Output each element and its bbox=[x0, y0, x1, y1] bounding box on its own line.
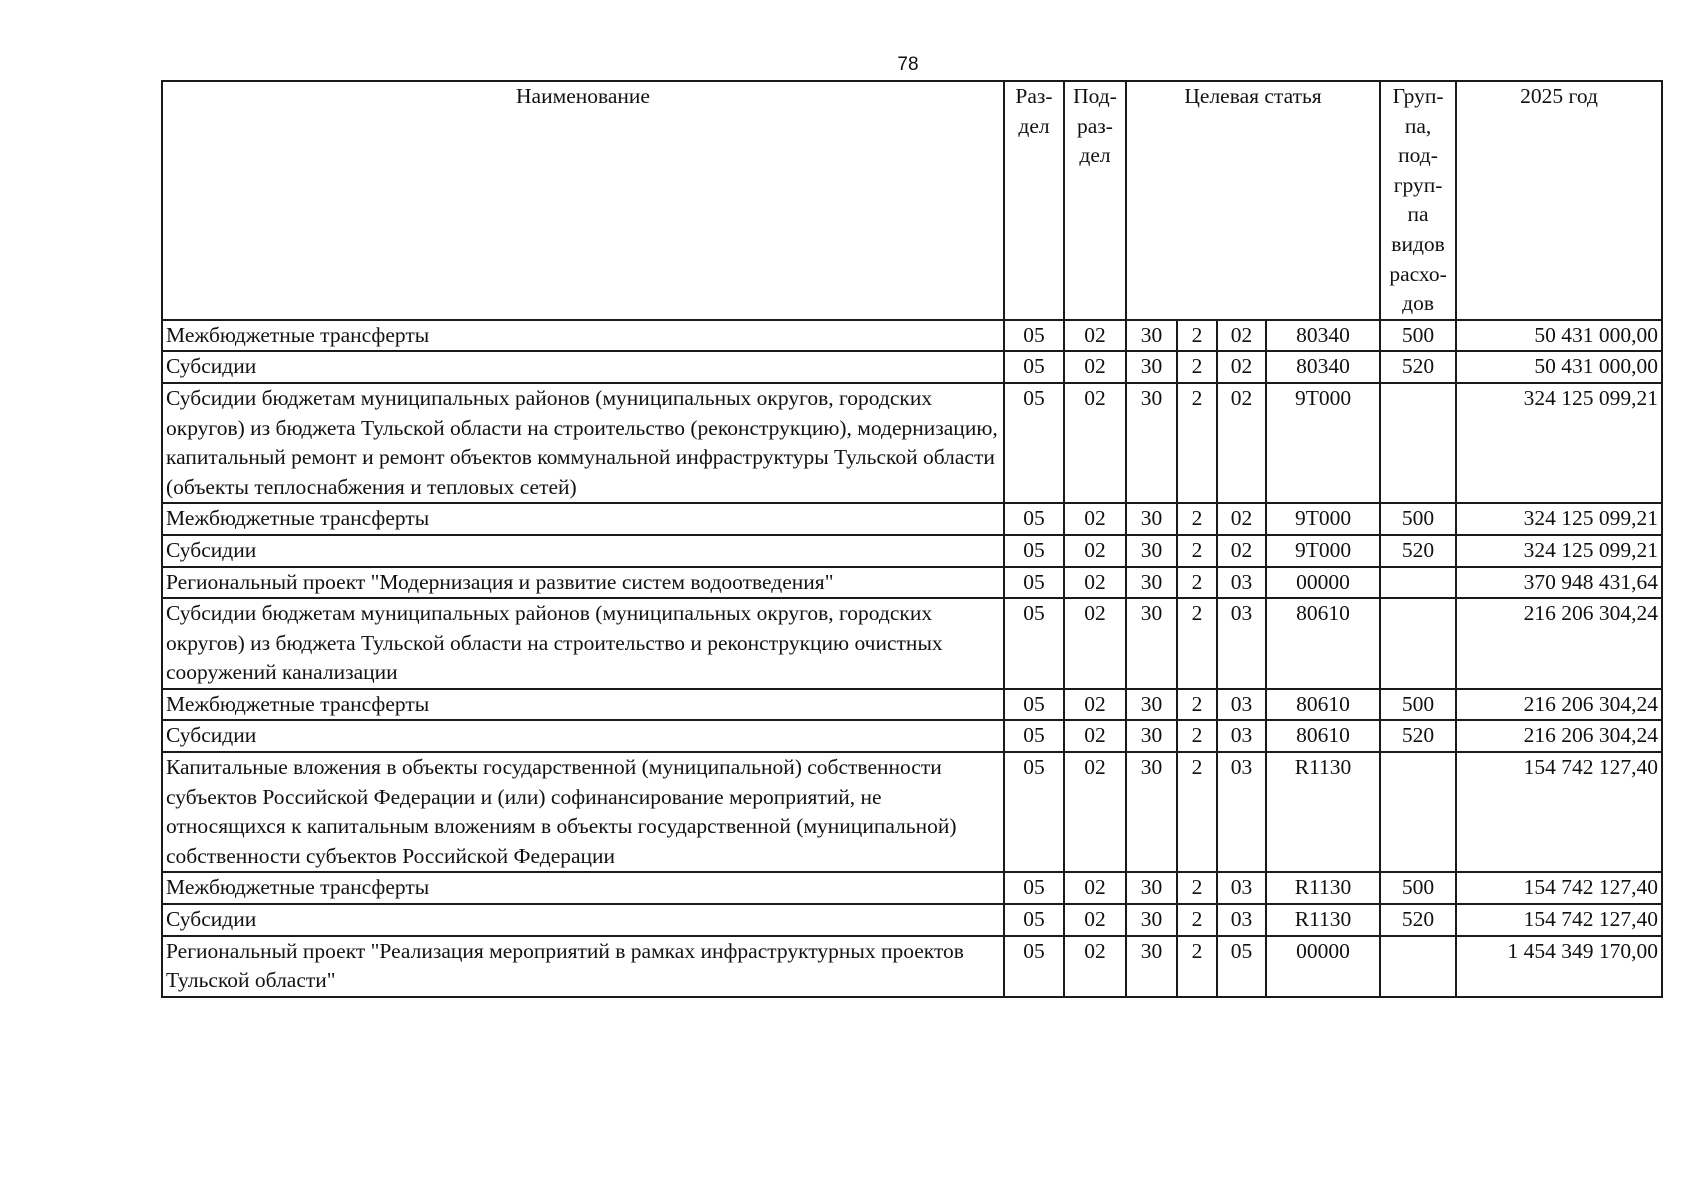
row-target-structure: 03 bbox=[1217, 752, 1266, 872]
table-row bbox=[162, 503, 1662, 535]
row-target-direction: 00000 bbox=[1266, 936, 1380, 997]
table-row bbox=[162, 383, 1662, 503]
table-row bbox=[162, 872, 1662, 904]
row-target-type: 2 bbox=[1177, 320, 1217, 352]
row-target-structure: 03 bbox=[1217, 598, 1266, 689]
row-name: Региональный проект "Реализация мероприятий в рамках инфраструктурных проектов Тульской области" bbox=[162, 936, 1004, 997]
row-expense-group bbox=[1380, 567, 1456, 599]
row-target-type: 2 bbox=[1177, 752, 1217, 872]
row-target-type: 2 bbox=[1177, 598, 1217, 689]
row-section: 05 bbox=[1004, 872, 1064, 904]
row-subsection: 02 bbox=[1064, 872, 1126, 904]
row-section: 05 bbox=[1004, 936, 1064, 997]
table-row bbox=[162, 351, 1662, 383]
row-section: 05 bbox=[1004, 904, 1064, 936]
row-target-direction: 9Т000 bbox=[1266, 383, 1380, 503]
header-target-article: Целевая статья bbox=[1126, 81, 1380, 320]
row-amount: 216 206 304,24 bbox=[1456, 598, 1662, 689]
row-target-direction: 9Т000 bbox=[1266, 503, 1380, 535]
row-target-type: 2 bbox=[1177, 503, 1217, 535]
row-target-program: 30 bbox=[1126, 383, 1177, 503]
row-amount: 154 742 127,40 bbox=[1456, 904, 1662, 936]
row-target-program: 30 bbox=[1126, 689, 1177, 721]
row-target-program: 30 bbox=[1126, 904, 1177, 936]
table-row bbox=[162, 567, 1662, 599]
row-target-type: 2 bbox=[1177, 351, 1217, 383]
row-expense-group bbox=[1380, 752, 1456, 872]
row-name: Субсидии бюджетам муниципальных районов (муниципальных округов, городских округов) из бюджета Тульской области на строительство и реконструкцию очистных сооружений канализации bbox=[162, 598, 1004, 689]
row-target-direction: R1130 bbox=[1266, 904, 1380, 936]
row-expense-group: 500 bbox=[1380, 872, 1456, 904]
row-expense-group bbox=[1380, 383, 1456, 503]
row-target-type: 2 bbox=[1177, 904, 1217, 936]
table-row bbox=[162, 720, 1662, 752]
row-subsection: 02 bbox=[1064, 535, 1126, 567]
row-target-direction: 80340 bbox=[1266, 320, 1380, 352]
row-target-type: 2 bbox=[1177, 567, 1217, 599]
row-target-structure: 02 bbox=[1217, 351, 1266, 383]
row-target-program: 30 bbox=[1126, 567, 1177, 599]
row-section: 05 bbox=[1004, 567, 1064, 599]
row-target-structure: 02 bbox=[1217, 383, 1266, 503]
row-section: 05 bbox=[1004, 720, 1064, 752]
row-target-structure: 03 bbox=[1217, 872, 1266, 904]
row-amount: 50 431 000,00 bbox=[1456, 320, 1662, 352]
table-row bbox=[162, 598, 1662, 689]
row-name: Субсидии bbox=[162, 535, 1004, 567]
row-target-direction: 80610 bbox=[1266, 689, 1380, 721]
row-target-program: 30 bbox=[1126, 320, 1177, 352]
table-body bbox=[162, 320, 1662, 997]
row-target-direction: 80610 bbox=[1266, 720, 1380, 752]
row-expense-group: 520 bbox=[1380, 535, 1456, 567]
row-target-direction: 80610 bbox=[1266, 598, 1380, 689]
row-subsection: 02 bbox=[1064, 503, 1126, 535]
row-subsection: 02 bbox=[1064, 936, 1126, 997]
header-year: 2025 год bbox=[1456, 81, 1662, 320]
row-expense-group: 500 bbox=[1380, 503, 1456, 535]
row-name: Капитальные вложения в объекты государственной (муниципальной) собственности субъектов Российской Федерации и (или) софинансирование мероприятий, не относящихся к капитальным вложениям в объекты государственной (муниципальной) собственности субъектов Российской Федерации bbox=[162, 752, 1004, 872]
header-expense-group: Груп- па, под- груп- па видов расхо- дов bbox=[1380, 81, 1456, 320]
page-number: 78 bbox=[897, 54, 919, 75]
row-amount: 154 742 127,40 bbox=[1456, 752, 1662, 872]
row-target-type: 2 bbox=[1177, 720, 1217, 752]
row-target-program: 30 bbox=[1126, 752, 1177, 872]
row-section: 05 bbox=[1004, 503, 1064, 535]
budget-table bbox=[161, 80, 1663, 998]
header-name: Наименование bbox=[162, 81, 1004, 320]
row-target-direction: R1130 bbox=[1266, 872, 1380, 904]
table-row bbox=[162, 320, 1662, 352]
row-section: 05 bbox=[1004, 535, 1064, 567]
header-section: Раз- дел bbox=[1004, 81, 1064, 320]
row-target-type: 2 bbox=[1177, 689, 1217, 721]
table-header-row bbox=[162, 81, 1662, 320]
row-section: 05 bbox=[1004, 689, 1064, 721]
row-target-program: 30 bbox=[1126, 351, 1177, 383]
row-target-program: 30 bbox=[1126, 720, 1177, 752]
row-target-program: 30 bbox=[1126, 872, 1177, 904]
row-target-direction: 00000 bbox=[1266, 567, 1380, 599]
row-name: Субсидии bbox=[162, 904, 1004, 936]
table-row bbox=[162, 689, 1662, 721]
row-name: Межбюджетные трансферты bbox=[162, 689, 1004, 721]
row-expense-group: 520 bbox=[1380, 351, 1456, 383]
row-name: Субсидии bbox=[162, 351, 1004, 383]
row-amount: 1 454 349 170,00 bbox=[1456, 936, 1662, 997]
row-section: 05 bbox=[1004, 351, 1064, 383]
row-name: Межбюджетные трансферты bbox=[162, 320, 1004, 352]
row-subsection: 02 bbox=[1064, 720, 1126, 752]
row-name: Межбюджетные трансферты bbox=[162, 872, 1004, 904]
row-target-structure: 03 bbox=[1217, 689, 1266, 721]
budget-table-wrapper bbox=[161, 80, 1661, 998]
row-subsection: 02 bbox=[1064, 752, 1126, 872]
row-subsection: 02 bbox=[1064, 351, 1126, 383]
row-target-program: 30 bbox=[1126, 936, 1177, 997]
row-target-structure: 03 bbox=[1217, 904, 1266, 936]
row-target-direction: 80340 bbox=[1266, 351, 1380, 383]
row-name: Субсидии bbox=[162, 720, 1004, 752]
row-target-type: 2 bbox=[1177, 535, 1217, 567]
row-expense-group: 500 bbox=[1380, 689, 1456, 721]
row-target-type: 2 bbox=[1177, 383, 1217, 503]
row-target-program: 30 bbox=[1126, 535, 1177, 567]
row-target-program: 30 bbox=[1126, 598, 1177, 689]
row-target-structure: 02 bbox=[1217, 503, 1266, 535]
row-subsection: 02 bbox=[1064, 320, 1126, 352]
row-section: 05 bbox=[1004, 383, 1064, 503]
row-amount: 324 125 099,21 bbox=[1456, 503, 1662, 535]
row-amount: 324 125 099,21 bbox=[1456, 383, 1662, 503]
row-name: Региональный проект "Модернизация и развитие систем водоотведения" bbox=[162, 567, 1004, 599]
table-row bbox=[162, 904, 1662, 936]
row-amount: 324 125 099,21 bbox=[1456, 535, 1662, 567]
row-expense-group: 500 bbox=[1380, 320, 1456, 352]
row-section: 05 bbox=[1004, 752, 1064, 872]
row-subsection: 02 bbox=[1064, 598, 1126, 689]
row-target-direction: R1130 bbox=[1266, 752, 1380, 872]
row-target-type: 2 bbox=[1177, 936, 1217, 997]
table-row bbox=[162, 752, 1662, 872]
row-name: Межбюджетные трансферты bbox=[162, 503, 1004, 535]
row-target-type: 2 bbox=[1177, 872, 1217, 904]
row-expense-group bbox=[1380, 598, 1456, 689]
row-target-structure: 03 bbox=[1217, 567, 1266, 599]
row-target-structure: 02 bbox=[1217, 320, 1266, 352]
row-subsection: 02 bbox=[1064, 383, 1126, 503]
row-target-structure: 02 bbox=[1217, 535, 1266, 567]
row-expense-group: 520 bbox=[1380, 720, 1456, 752]
row-expense-group: 520 bbox=[1380, 904, 1456, 936]
header-subsection: Под- раз- дел bbox=[1064, 81, 1126, 320]
row-subsection: 02 bbox=[1064, 567, 1126, 599]
row-section: 05 bbox=[1004, 598, 1064, 689]
row-subsection: 02 bbox=[1064, 904, 1126, 936]
row-target-program: 30 bbox=[1126, 503, 1177, 535]
row-target-structure: 03 bbox=[1217, 720, 1266, 752]
row-amount: 50 431 000,00 bbox=[1456, 351, 1662, 383]
row-expense-group bbox=[1380, 936, 1456, 997]
row-section: 05 bbox=[1004, 320, 1064, 352]
table-row bbox=[162, 936, 1662, 997]
row-target-direction: 9Т000 bbox=[1266, 535, 1380, 567]
row-target-structure: 05 bbox=[1217, 936, 1266, 997]
row-name: Субсидии бюджетам муниципальных районов (муниципальных округов, городских округов) из бюджета Тульской области на строительство (реконструкцию), модернизацию, капитальный ремонт и ремонт объектов коммунальной инфраструктуры Тульской области (объекты теплоснабжения и тепловых сетей) bbox=[162, 383, 1004, 503]
row-amount: 216 206 304,24 bbox=[1456, 689, 1662, 721]
row-amount: 216 206 304,24 bbox=[1456, 720, 1662, 752]
row-subsection: 02 bbox=[1064, 689, 1126, 721]
row-amount: 154 742 127,40 bbox=[1456, 872, 1662, 904]
row-amount: 370 948 431,64 bbox=[1456, 567, 1662, 599]
table-row bbox=[162, 535, 1662, 567]
